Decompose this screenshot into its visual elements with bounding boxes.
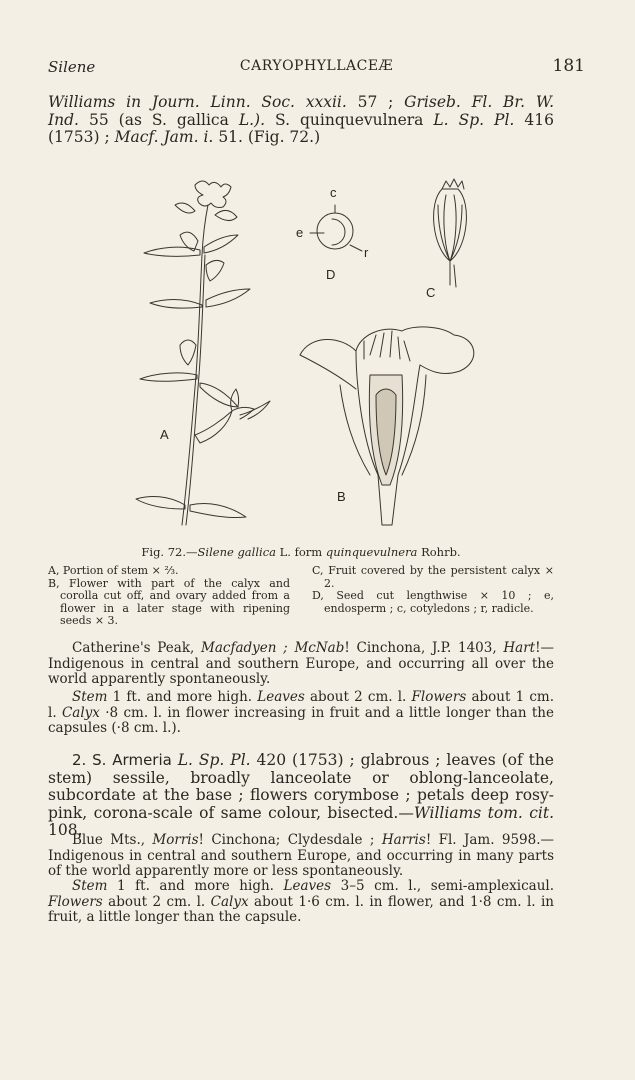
term-leaves: Leaves bbox=[257, 689, 305, 705]
caption-prefix: Fig. 72.— bbox=[141, 545, 198, 559]
citation-macf: Macf. Jam. i. bbox=[114, 128, 214, 146]
calyx-text: about 1·6 cm. l. in flower, and 1·8 cm. l. in fruit, a little longer than the capsule. bbox=[48, 893, 555, 925]
species-citation: Williams tom. cit. bbox=[413, 803, 555, 822]
stem-drawing-a bbox=[136, 181, 270, 525]
synonymy-line-3 bbox=[48, 129, 554, 147]
synonymy-paragraph bbox=[48, 94, 554, 147]
seed-drawing-d bbox=[310, 205, 362, 251]
label-cotyledons: c bbox=[330, 185, 337, 200]
flowers-text: about 1 cm. l. bbox=[48, 689, 554, 721]
calyx-text: ·8 cm. l. in flower increasing in fruit and a little longer than the capsules (·8 cm. l.). bbox=[48, 704, 554, 736]
term-flowers: Flowers bbox=[48, 893, 103, 910]
collector-name: Morris bbox=[152, 832, 199, 848]
legend-item-a: A, Portion of stem × ⅔. bbox=[48, 564, 179, 577]
caption-form: quinquevulnera bbox=[325, 545, 418, 559]
leaves-text: 3–5 cm. l., semi-amplexicaul. bbox=[331, 878, 555, 894]
flower-section-drawing-b bbox=[300, 327, 474, 525]
citation-year: (1753) ; bbox=[48, 128, 110, 146]
synonymy-line-2 bbox=[48, 112, 554, 130]
running-head-family: CARYOPHYLLACEÆ bbox=[239, 58, 394, 74]
botanical-illustration bbox=[120, 175, 500, 535]
label-endosperm: e bbox=[296, 225, 304, 240]
citation-williams-page: 57 ; bbox=[357, 93, 394, 111]
legend-item-d: D, Seed cut lengthwise × 10 ; e, endosperm ; c, cotyledons ; r, radicle. bbox=[312, 589, 554, 615]
legend-item-b: B, Flower with part of the calyx and corolla cut off, and ovary added from a flower in a later stage with ripening seeds × 3. bbox=[48, 576, 290, 627]
citation-quinquevulnera: S. quinquevulnera bbox=[275, 110, 424, 129]
locality-text: ! Cinchona; Clydesdale ; bbox=[198, 832, 375, 848]
term-leaves: Leaves bbox=[283, 878, 332, 894]
page-number: 181 bbox=[552, 56, 585, 76]
citation-williams: Williams in Journ. Linn. Soc. xxxii. bbox=[48, 93, 347, 111]
label-radicle: r bbox=[364, 245, 369, 260]
citation-ind: Ind. bbox=[48, 110, 79, 129]
localities-paragraph-1 bbox=[48, 641, 554, 688]
description-paragraph-1 bbox=[48, 690, 554, 737]
running-head bbox=[48, 58, 585, 80]
term-flowers: Flowers bbox=[411, 689, 467, 705]
species-description: 420 (1753) ; glabrous ; leaves (of the stem) sessile, broadly lanceolate or oblong-lanceolate, subcordate at the base ; flowers corymbose ; petals deep rosy-pink, corona-scale of same colour, bisected.— bbox=[48, 751, 554, 822]
collector-name: Hart bbox=[503, 640, 536, 656]
stem-text: 1 ft. and more high. bbox=[107, 689, 253, 705]
term-stem: Stem bbox=[72, 689, 108, 705]
localities-paragraph-2 bbox=[48, 833, 554, 880]
synonymy-line-1 bbox=[48, 94, 554, 112]
collector-name: Macfadyen ; McNab bbox=[201, 640, 345, 656]
label-c-fruit: C bbox=[426, 285, 436, 300]
description-paragraph-2 bbox=[48, 879, 554, 926]
citation-author: L.). bbox=[238, 110, 266, 129]
term-stem: Stem bbox=[72, 878, 108, 894]
species-name: Armeria bbox=[112, 751, 172, 769]
label-d: D bbox=[326, 267, 336, 282]
locality-text: Catherine's Peak, bbox=[72, 640, 195, 656]
citation-gallica: 55 (as S. gallica bbox=[88, 110, 229, 129]
species-citation-page: 108. bbox=[48, 821, 83, 839]
caption-species: Silene gallica bbox=[197, 545, 276, 559]
species-2-paragraph bbox=[48, 752, 554, 840]
label-a: A bbox=[160, 427, 169, 442]
flowers-text: about 2 cm. l. bbox=[102, 893, 206, 910]
species-authority: L. Sp. Pl. bbox=[177, 751, 251, 769]
stem-text: 1 ft. and more high. bbox=[107, 878, 274, 894]
citation-page: 416 bbox=[524, 110, 554, 129]
caption-mid: L. form bbox=[276, 545, 326, 559]
locality-text: ! Cinchona, J.P. 1403, bbox=[344, 640, 497, 656]
distribution-text: ! Fl. Jam. 9598.— Indigenous in central and southern Europe, and occurring in many parts of the world apparently more or less spontaneously. bbox=[48, 832, 555, 879]
collector-name: Harris bbox=[381, 832, 426, 848]
fruit-drawing-c bbox=[434, 179, 467, 287]
term-calyx: Calyx bbox=[210, 893, 249, 910]
citation-sp-pl: L. Sp. Pl. bbox=[433, 110, 515, 129]
caption-suffix: Rohrb. bbox=[417, 545, 461, 559]
running-head-genus: Silene bbox=[48, 58, 96, 76]
locality-text: Blue Mts., bbox=[72, 832, 146, 848]
figure-caption bbox=[48, 545, 554, 559]
species-number: 2. S. bbox=[72, 751, 107, 769]
leaves-text: about 2 cm. l. bbox=[304, 689, 407, 705]
term-calyx: Calyx bbox=[61, 704, 100, 721]
label-b: B bbox=[337, 489, 346, 504]
legend-column-right bbox=[312, 565, 554, 615]
legend-item-c: C, Fruit covered by the persistent calyx × 2. bbox=[312, 564, 554, 590]
citation-fig-ref: 51. (Fig. 72.) bbox=[218, 128, 321, 146]
citation-griseb: Griseb. Fl. Br. W. bbox=[404, 93, 554, 111]
legend-column-left bbox=[48, 565, 290, 628]
distribution-text: !— Indigenous in central and southern Europe, and occurring all over the world apparently spontaneously. bbox=[48, 640, 555, 687]
